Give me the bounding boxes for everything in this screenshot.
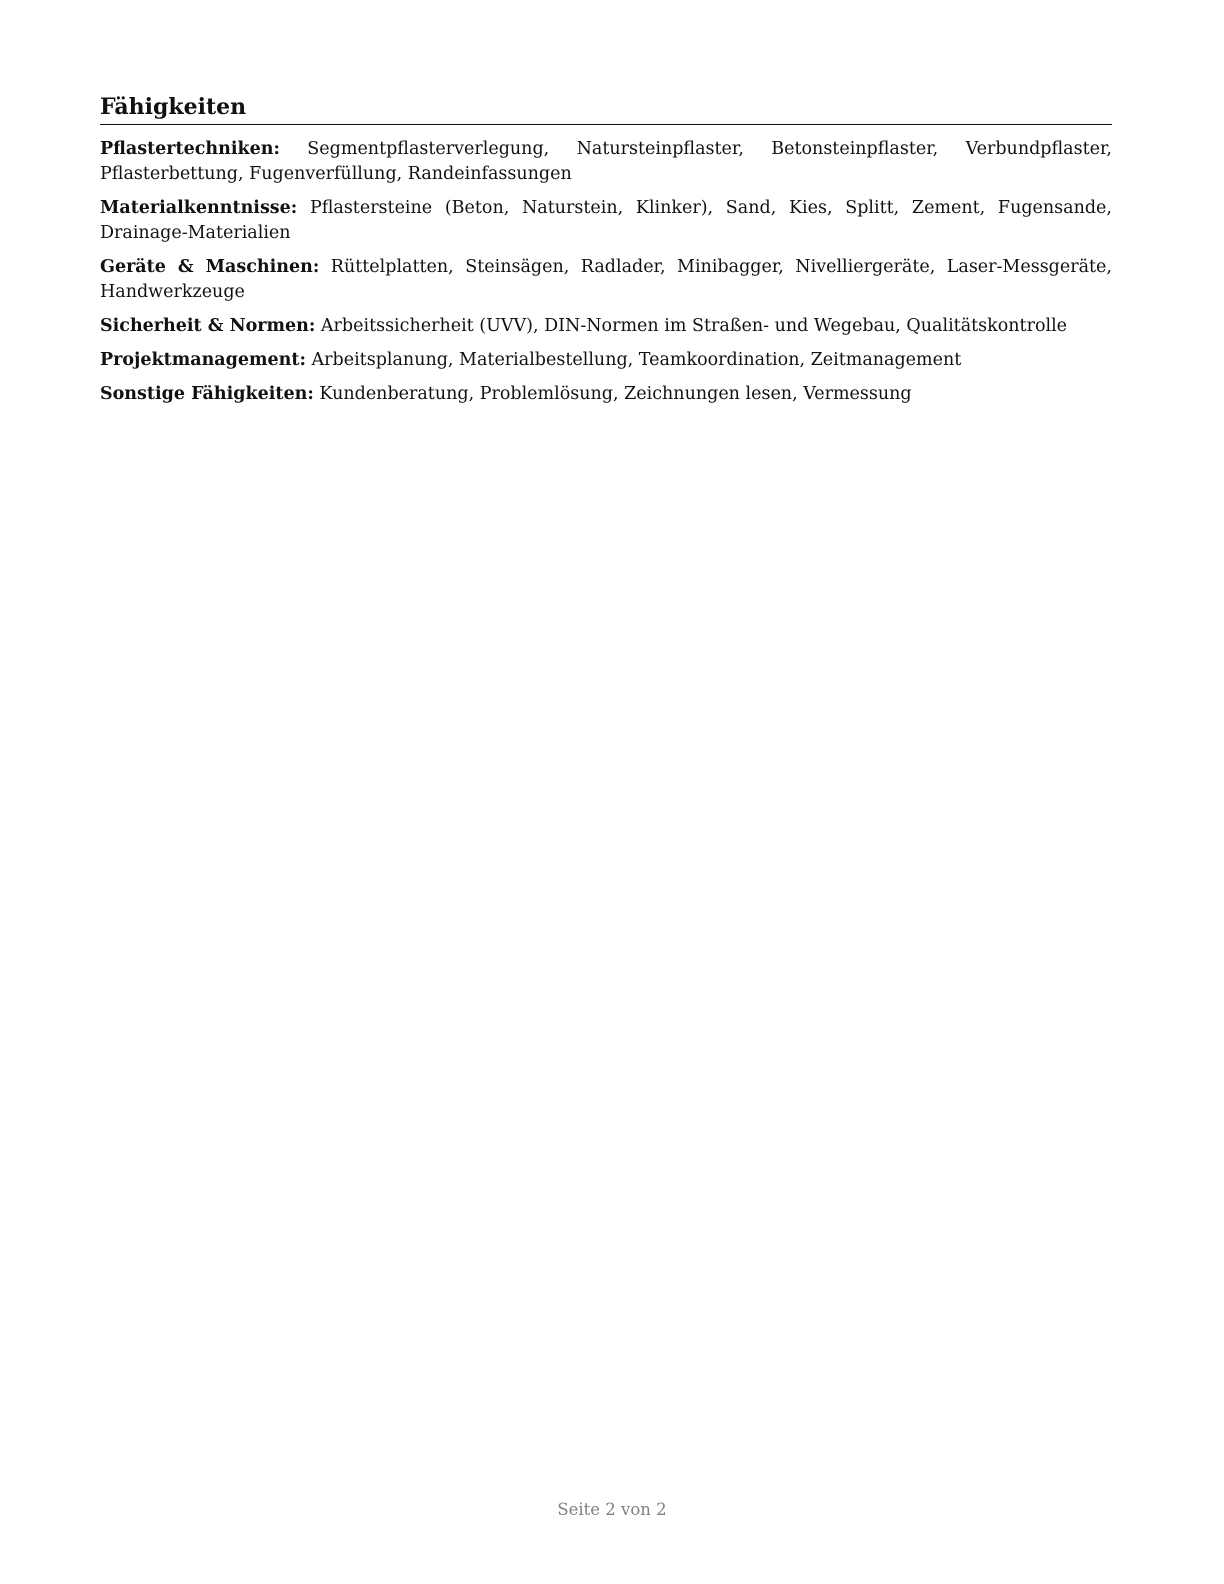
skill-text: Arbeitsplanung, Materialbestellung, Teamkoordination, Zeitmanagement	[311, 350, 962, 370]
skill-label: Sicherheit & Normen:	[100, 316, 316, 336]
skill-label: Materialkenntnisse:	[100, 198, 298, 218]
skill-text: Rüttelplatten, Steinsägen, Radlader, Minibagger, Nivelliergeräte, Laser-Messgeräte, Handwerkzeuge	[100, 257, 1112, 302]
skill-label: Projektmanagement:	[100, 350, 306, 370]
page-number: Seite 2 von 2	[557, 1500, 667, 1519]
skill-row-projektmanagement	[100, 348, 1112, 373]
skill-row-geraete-maschinen	[100, 255, 1112, 305]
skill-label: Pflastertechniken:	[100, 139, 280, 159]
skill-label: Geräte & Maschinen:	[100, 257, 320, 277]
skill-text: Segmentpflasterverlegung, Natursteinpflaster, Betonsteinpflaster, Verbundpflaster, Pflasterbettung, Fugenverfüllung, Randeinfassungen	[100, 139, 1112, 184]
section-title: Fähigkeiten	[100, 92, 1112, 125]
resume-page	[100, 92, 1112, 416]
skill-label: Sonstige Fähigkeiten:	[100, 384, 314, 404]
skill-row-pflastertechniken	[100, 137, 1112, 187]
skill-text: Kundenberatung, Problemlösung, Zeichnungen lesen, Vermessung	[319, 384, 912, 404]
skills-list	[100, 137, 1112, 407]
skill-row-materialkenntnisse	[100, 196, 1112, 246]
skill-row-sonstige	[100, 382, 1112, 407]
skill-text: Arbeitssicherheit (UVV), DIN-Normen im Straßen- und Wegebau, Qualitätskontrolle	[320, 316, 1068, 336]
skill-text: Pflastersteine (Beton, Naturstein, Klinker), Sand, Kies, Splitt, Zement, Fugensande, Drainage-Materialien	[100, 198, 1112, 243]
skill-row-sicherheit-normen	[100, 314, 1112, 339]
